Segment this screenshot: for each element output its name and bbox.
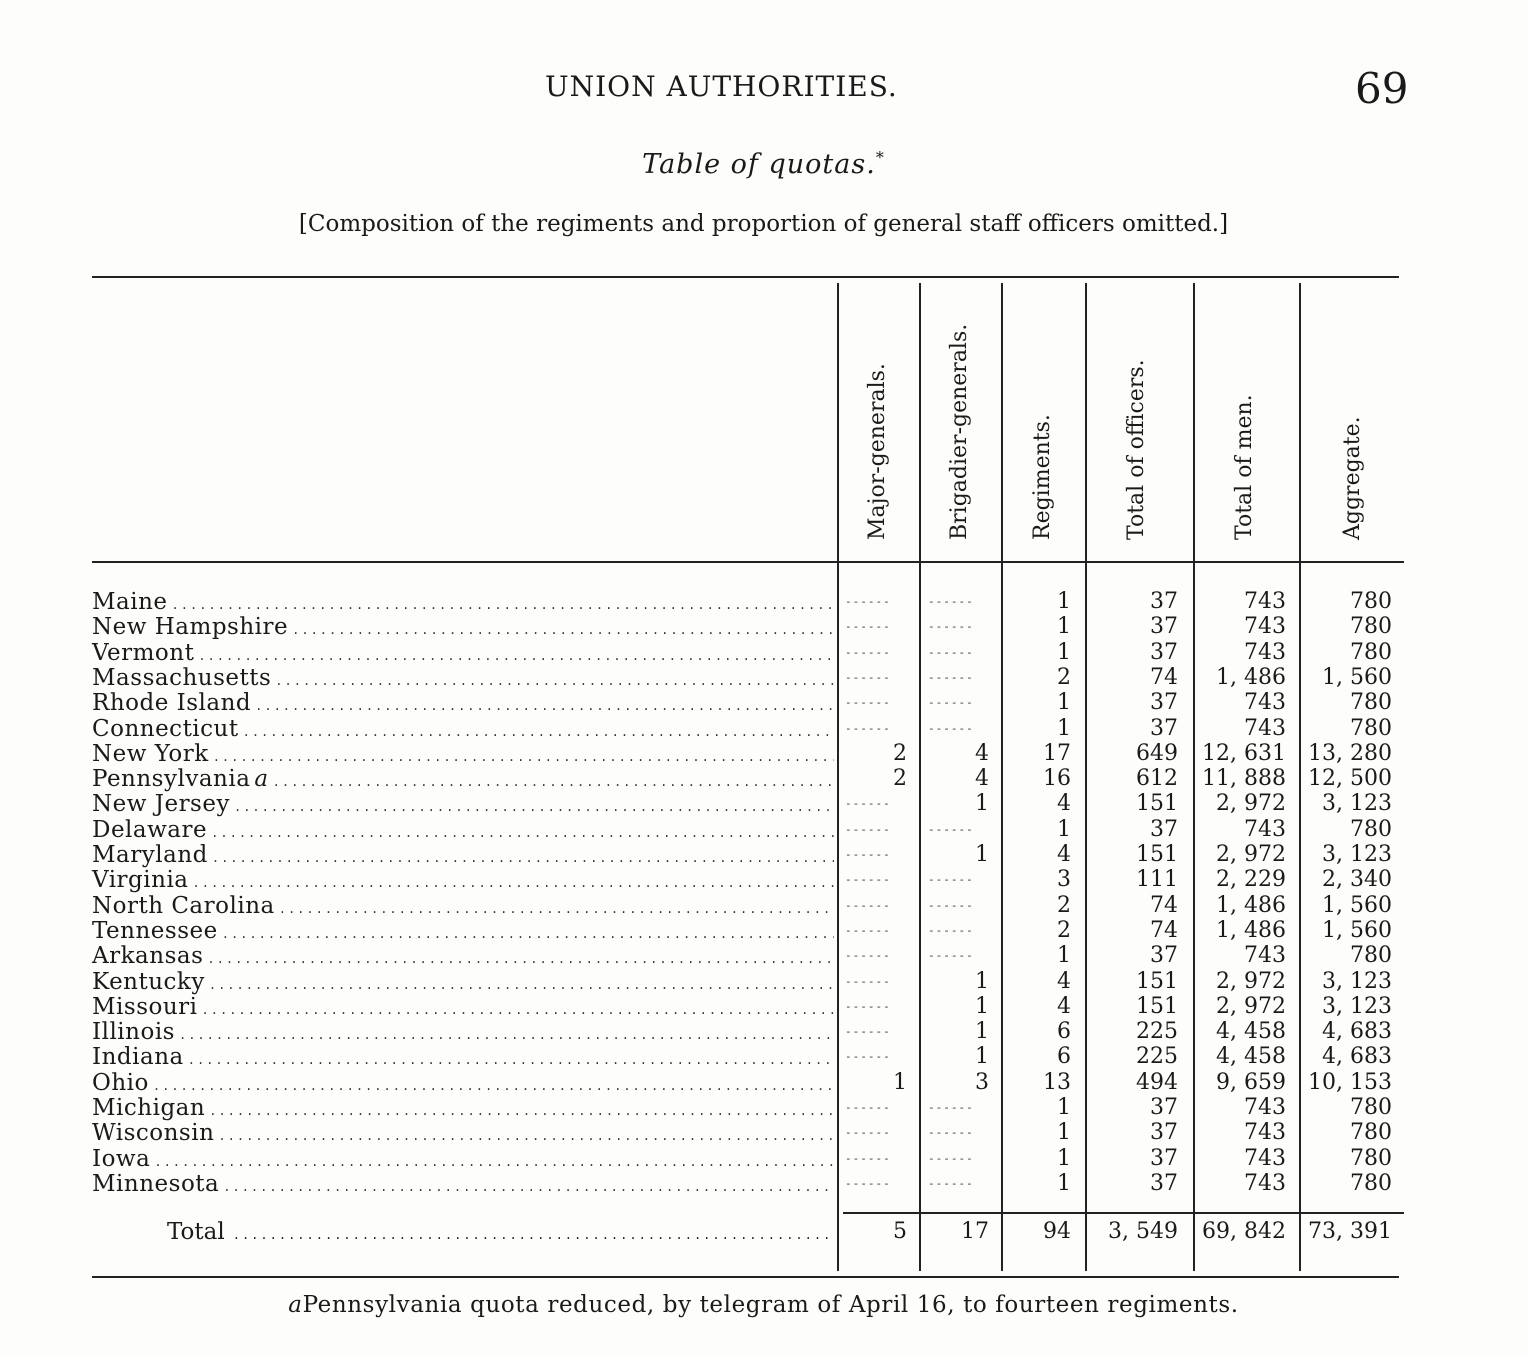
cell-total-men: 743	[1244, 715, 1286, 741]
dot-leader	[154, 1155, 834, 1169]
cell-total-officers: 37	[1150, 943, 1178, 969]
table-row	[0, 766, 1527, 791]
running-title: UNION AUTHORITIES.	[545, 70, 898, 103]
cell-aggregate: 4, 683	[1322, 1019, 1392, 1045]
cell-total-men: 2, 972	[1216, 842, 1286, 867]
cell-total-men: 2, 972	[1216, 791, 1286, 817]
cell-total-men: 743	[1244, 589, 1286, 614]
cell-regiments: 4	[1057, 842, 1071, 867]
cell-regiments: 17	[1043, 740, 1071, 766]
running-head	[0, 64, 1527, 114]
cell-aggregate: 3, 123	[1322, 842, 1392, 867]
column-header-regiments: Regiments.	[1030, 414, 1055, 540]
cell-regiments: 16	[1043, 766, 1071, 792]
cell-aggregate: 780	[1350, 1120, 1392, 1146]
state-name: Virginia	[92, 867, 189, 894]
state-cell	[92, 1120, 834, 1146]
cell-total-officers: 225	[1136, 1044, 1178, 1070]
state-name: Ohio	[92, 1069, 149, 1096]
state-cell	[92, 969, 834, 995]
column-header-total-officers: Total of officers.	[1124, 359, 1149, 540]
table-row	[0, 1146, 1527, 1171]
state-cell	[92, 690, 834, 716]
cell-regiments: 3	[1057, 867, 1071, 893]
dot-leader	[234, 800, 834, 814]
state-name: Minnesota	[92, 1170, 220, 1197]
table-row	[0, 614, 1527, 639]
dot-leader	[211, 826, 834, 840]
cell-regiments: 1	[1057, 690, 1071, 716]
state-name: Connecticut	[92, 715, 239, 742]
cell-total-officers: 37	[1150, 1120, 1178, 1146]
cell-total-men: 9, 659	[1216, 1069, 1286, 1095]
cell-regiments: 1	[1057, 614, 1071, 640]
state-name: Maryland	[92, 842, 208, 868]
table-row	[0, 893, 1527, 918]
cell-regiments: 4	[1057, 993, 1071, 1019]
table-row	[0, 994, 1527, 1019]
cell-brigadier-generals: 1	[975, 1044, 989, 1070]
total-major-generals: 5	[893, 1219, 907, 1244]
footnote-text: Pennsylvania quota reduced, by telegram of April 16, to fourteen regiments.	[302, 1292, 1239, 1318]
cell-regiments: 4	[1057, 791, 1071, 817]
column-header-brigadier-generals: Brigadier-generals.	[947, 323, 972, 540]
cell-total-men: 2, 972	[1216, 993, 1286, 1019]
total-officers: 3, 549	[1108, 1219, 1178, 1244]
cell-total-officers: 37	[1150, 1170, 1178, 1196]
state-cell	[92, 589, 834, 615]
cell-total-men: 743	[1244, 1145, 1286, 1171]
state-cell	[92, 741, 834, 767]
table-row	[0, 589, 1527, 614]
empty-cell-dashes: ------	[928, 645, 974, 659]
empty-cell-dashes: ------	[928, 1126, 974, 1140]
cell-regiments: 1	[1057, 1145, 1071, 1171]
cell-regiments: 2	[1057, 917, 1071, 943]
dot-leader	[279, 902, 834, 916]
dot-leader	[223, 1180, 834, 1194]
table-row	[0, 791, 1527, 816]
empty-cell-dashes: ------	[845, 923, 891, 937]
state-name: New Hampshire	[92, 614, 289, 641]
total-top-rule	[843, 1212, 1404, 1214]
table-row	[0, 1070, 1527, 1095]
empty-cell-dashes: ------	[928, 949, 974, 963]
cell-total-officers: 612	[1136, 766, 1178, 792]
state-name: Arkansas	[92, 943, 204, 970]
state-name: Vermont	[92, 639, 195, 666]
cell-regiments: 13	[1043, 1069, 1071, 1095]
cell-total-officers: 151	[1136, 993, 1178, 1019]
cell-regiments: 6	[1057, 1019, 1071, 1045]
cell-aggregate: 1, 560	[1322, 892, 1392, 918]
table-top-rule	[92, 276, 1399, 278]
cell-aggregate: 10, 153	[1308, 1069, 1392, 1095]
cell-aggregate: 3, 123	[1322, 968, 1392, 994]
cell-brigadier-generals: 1	[975, 993, 989, 1019]
table-row	[0, 943, 1527, 968]
cell-regiments: 1	[1057, 816, 1071, 842]
dot-leader	[218, 1129, 834, 1143]
table-row	[0, 665, 1527, 690]
table-row	[0, 918, 1527, 943]
cell-total-men: 1, 486	[1216, 917, 1286, 943]
table-row	[0, 741, 1527, 766]
cell-total-officers: 649	[1136, 740, 1178, 766]
empty-cell-dashes: ------	[845, 721, 891, 735]
footnote-marker: a	[254, 766, 269, 793]
table-row	[0, 640, 1527, 665]
cell-major-generals: 2	[893, 766, 907, 792]
table-row	[0, 1171, 1527, 1196]
table-row	[0, 716, 1527, 741]
caption-footnote-marker: *	[875, 148, 885, 167]
state-name: Wisconsin	[92, 1120, 215, 1147]
empty-cell-dashes: ------	[928, 696, 974, 710]
state-name: Delaware	[92, 816, 208, 843]
table-row	[0, 690, 1527, 715]
cell-total-officers: 111	[1136, 867, 1178, 893]
cell-regiments: 1	[1057, 589, 1071, 614]
empty-cell-dashes: ------	[928, 1101, 974, 1114]
table-row	[0, 1120, 1527, 1145]
cell-total-officers: 151	[1136, 968, 1178, 994]
dot-leader	[292, 623, 834, 637]
table-title: Table of quotas.	[642, 149, 876, 180]
dot-leader	[198, 649, 834, 663]
empty-cell-dashes: ------	[845, 949, 891, 963]
cell-total-men: 743	[1244, 1120, 1286, 1146]
cell-total-men: 2, 229	[1216, 867, 1286, 893]
empty-cell-dashes: ------	[845, 848, 891, 861]
empty-cell-dashes: ------	[928, 923, 974, 937]
cell-brigadier-generals: 1	[975, 842, 989, 867]
state-name: Iowa	[92, 1145, 151, 1172]
cell-total-officers: 151	[1136, 791, 1178, 817]
cell-aggregate: 780	[1350, 816, 1392, 842]
cell-aggregate: 780	[1350, 690, 1392, 716]
cell-brigadier-generals: 1	[975, 968, 989, 994]
cell-total-officers: 37	[1150, 1145, 1178, 1171]
dot-leader	[209, 1104, 834, 1118]
state-cell	[92, 614, 834, 640]
empty-cell-dashes: ------	[928, 595, 974, 608]
cell-total-officers: 74	[1150, 917, 1178, 943]
cell-brigadier-generals: 3	[975, 1069, 989, 1095]
empty-cell-dashes: ------	[845, 1050, 891, 1064]
empty-cell-dashes: ------	[845, 873, 891, 887]
table-row	[0, 1044, 1527, 1069]
cell-aggregate: 780	[1350, 1095, 1392, 1120]
empty-cell-dashes: ------	[845, 898, 891, 912]
state-name: Michigan	[92, 1095, 206, 1121]
cell-regiments: 1	[1057, 715, 1071, 741]
cell-aggregate: 780	[1350, 943, 1392, 969]
state-cell	[92, 943, 834, 969]
cell-aggregate: 13, 280	[1308, 740, 1392, 766]
empty-cell-dashes: ------	[928, 873, 974, 887]
cell-total-officers: 225	[1136, 1019, 1178, 1045]
table-row	[0, 867, 1527, 892]
table-row	[0, 969, 1527, 994]
dot-leader	[209, 978, 834, 992]
dot-leader	[213, 750, 834, 764]
cell-total-officers: 37	[1150, 715, 1178, 741]
table-row	[0, 842, 1527, 867]
state-name: Massachusetts	[92, 664, 272, 691]
state-cell	[92, 1044, 834, 1070]
cell-total-men: 2, 972	[1216, 968, 1286, 994]
cell-total-officers: 37	[1150, 589, 1178, 614]
cell-total-men: 4, 458	[1216, 1019, 1286, 1045]
cell-total-officers: 37	[1150, 816, 1178, 842]
state-name: Tennessee	[92, 917, 218, 944]
cell-total-officers: 74	[1150, 664, 1178, 690]
cell-total-men: 743	[1244, 639, 1286, 665]
dot-leader	[212, 851, 834, 865]
cell-regiments: 1	[1057, 639, 1071, 665]
state-cell	[92, 893, 834, 919]
cell-aggregate: 780	[1350, 639, 1392, 665]
footnote-marker: a	[288, 1292, 303, 1318]
cell-total-officers: 37	[1150, 1095, 1178, 1120]
dot-leader	[273, 775, 834, 789]
cell-total-officers: 74	[1150, 892, 1178, 918]
cell-total-officers: 494	[1136, 1069, 1178, 1095]
empty-cell-dashes: ------	[845, 1101, 891, 1114]
cell-total-officers: 37	[1150, 690, 1178, 716]
cell-aggregate: 780	[1350, 589, 1392, 614]
cell-regiments: 1	[1057, 1095, 1071, 1120]
empty-cell-dashes: ------	[845, 1176, 891, 1190]
state-cell	[92, 817, 834, 843]
cell-total-men: 1, 486	[1216, 664, 1286, 690]
cell-aggregate: 12, 500	[1308, 766, 1392, 792]
cell-total-men: 743	[1244, 943, 1286, 969]
state-cell	[92, 766, 834, 792]
dot-leader	[188, 1053, 834, 1067]
state-cell	[92, 918, 834, 944]
state-cell	[92, 791, 834, 817]
state-cell	[92, 1146, 834, 1172]
empty-cell-dashes: ------	[928, 670, 974, 684]
cell-total-officers: 37	[1150, 614, 1178, 640]
editorial-note: [Composition of the regiments and proportion of general staff officers omitted.]	[298, 211, 1229, 237]
column-header-major-generals: Major-generals.	[865, 363, 890, 540]
table-row	[0, 1019, 1527, 1044]
cell-total-officers: 37	[1150, 639, 1178, 665]
dot-leader	[243, 725, 834, 739]
cell-total-men: 743	[1244, 816, 1286, 842]
total-label-text: Total	[167, 1219, 225, 1245]
cell-total-men: 743	[1244, 690, 1286, 716]
cell-total-men: 743	[1244, 1170, 1286, 1196]
header-bottom-rule	[92, 561, 1404, 563]
total-brigadier-generals: 17	[961, 1219, 989, 1244]
state-cell	[92, 1095, 834, 1121]
state-cell	[92, 994, 834, 1020]
empty-cell-dashes: ------	[928, 1176, 974, 1190]
state-cell	[92, 1171, 834, 1197]
empty-cell-dashes: ------	[928, 822, 974, 836]
state-cell	[92, 867, 834, 893]
empty-cell-dashes: ------	[845, 696, 891, 710]
cell-brigadier-generals: 1	[975, 1019, 989, 1045]
empty-cell-dashes: ------	[928, 620, 974, 634]
cell-aggregate: 4, 683	[1322, 1044, 1392, 1070]
state-cell	[92, 1070, 834, 1096]
empty-cell-dashes: ------	[845, 1151, 891, 1165]
state-cell	[92, 640, 834, 666]
dot-leader	[179, 1028, 834, 1042]
state-name: Pennsylvania	[92, 766, 251, 793]
empty-cell-dashes: ------	[928, 721, 974, 735]
state-cell	[92, 1019, 834, 1045]
dot-leader	[193, 876, 834, 890]
empty-cell-dashes: ------	[845, 797, 891, 811]
cell-regiments: 2	[1057, 664, 1071, 690]
cell-aggregate: 1, 560	[1322, 917, 1392, 943]
cell-aggregate: 1, 560	[1322, 664, 1392, 690]
cell-total-officers: 151	[1136, 842, 1178, 867]
cell-regiments: 6	[1057, 1044, 1071, 1070]
cell-aggregate: 780	[1350, 1145, 1392, 1171]
cell-regiments: 1	[1057, 943, 1071, 969]
column-header-total-men: Total of men.	[1232, 394, 1257, 540]
state-name: North Carolina	[92, 892, 275, 919]
table-row	[0, 1095, 1527, 1120]
state-cell	[92, 716, 834, 742]
cell-aggregate: 3, 123	[1322, 791, 1392, 817]
empty-cell-dashes: ------	[928, 898, 974, 912]
dot-leader	[207, 952, 834, 966]
state-name: Illinois	[92, 1019, 175, 1046]
cell-aggregate: 3, 123	[1322, 993, 1392, 1019]
table-bottom-rule	[92, 1276, 1399, 1278]
total-regiments: 94	[1043, 1219, 1071, 1244]
total-label	[167, 1219, 834, 1245]
cell-total-men: 12, 631	[1202, 740, 1286, 766]
empty-cell-dashes: ------	[845, 645, 891, 659]
total-aggregate: 73, 391	[1308, 1219, 1392, 1244]
state-cell	[92, 842, 834, 868]
cell-aggregate: 780	[1350, 1170, 1392, 1196]
dot-leader	[202, 1003, 834, 1017]
page-number: 69	[1355, 64, 1409, 113]
state-name: Maine	[92, 589, 168, 615]
dot-leader	[172, 598, 834, 612]
empty-cell-dashes: ------	[845, 595, 891, 608]
cell-aggregate: 780	[1350, 614, 1392, 640]
cell-aggregate: 2, 340	[1322, 867, 1392, 893]
total-row	[0, 1219, 1527, 1249]
empty-cell-dashes: ------	[845, 999, 891, 1013]
cell-total-men: 4, 458	[1216, 1044, 1286, 1070]
cell-total-men: 11, 888	[1202, 766, 1286, 792]
empty-cell-dashes: ------	[845, 620, 891, 634]
table-row	[0, 817, 1527, 842]
cell-brigadier-generals: 4	[975, 766, 989, 792]
cell-total-men: 1, 486	[1216, 892, 1286, 918]
cell-regiments: 1	[1057, 1170, 1071, 1196]
dot-leader	[233, 1228, 834, 1242]
dot-leader	[275, 674, 834, 688]
cell-major-generals: 2	[893, 740, 907, 766]
empty-cell-dashes: ------	[845, 822, 891, 836]
state-name: Missouri	[92, 993, 198, 1020]
empty-cell-dashes: ------	[845, 1126, 891, 1140]
total-men: 69, 842	[1202, 1219, 1286, 1244]
dot-leader	[255, 699, 834, 713]
cell-brigadier-generals: 1	[975, 791, 989, 817]
cell-regiments: 1	[1057, 1120, 1071, 1146]
cell-brigadier-generals: 4	[975, 740, 989, 766]
footnote	[0, 1292, 1527, 1318]
state-name: New Jersey	[92, 791, 230, 818]
state-name: Kentucky	[92, 968, 205, 995]
table-caption	[0, 148, 1527, 180]
state-name: New York	[92, 740, 209, 767]
cell-total-men: 743	[1244, 1095, 1286, 1120]
cell-aggregate: 780	[1350, 715, 1392, 741]
state-cell	[92, 665, 834, 691]
empty-cell-dashes: ------	[845, 670, 891, 684]
state-name: Indiana	[92, 1044, 184, 1071]
empty-cell-dashes: ------	[845, 1025, 891, 1039]
empty-cell-dashes: ------	[928, 1151, 974, 1165]
cell-regiments: 2	[1057, 892, 1071, 918]
cell-regiments: 4	[1057, 968, 1071, 994]
cell-major-generals: 1	[893, 1069, 907, 1095]
cell-total-men: 743	[1244, 614, 1286, 640]
state-name: Rhode Island	[92, 690, 252, 717]
column-header-aggregate: Aggregate.	[1340, 416, 1365, 540]
empty-cell-dashes: ------	[845, 974, 891, 988]
dot-leader	[222, 927, 834, 941]
dot-leader	[153, 1079, 834, 1093]
